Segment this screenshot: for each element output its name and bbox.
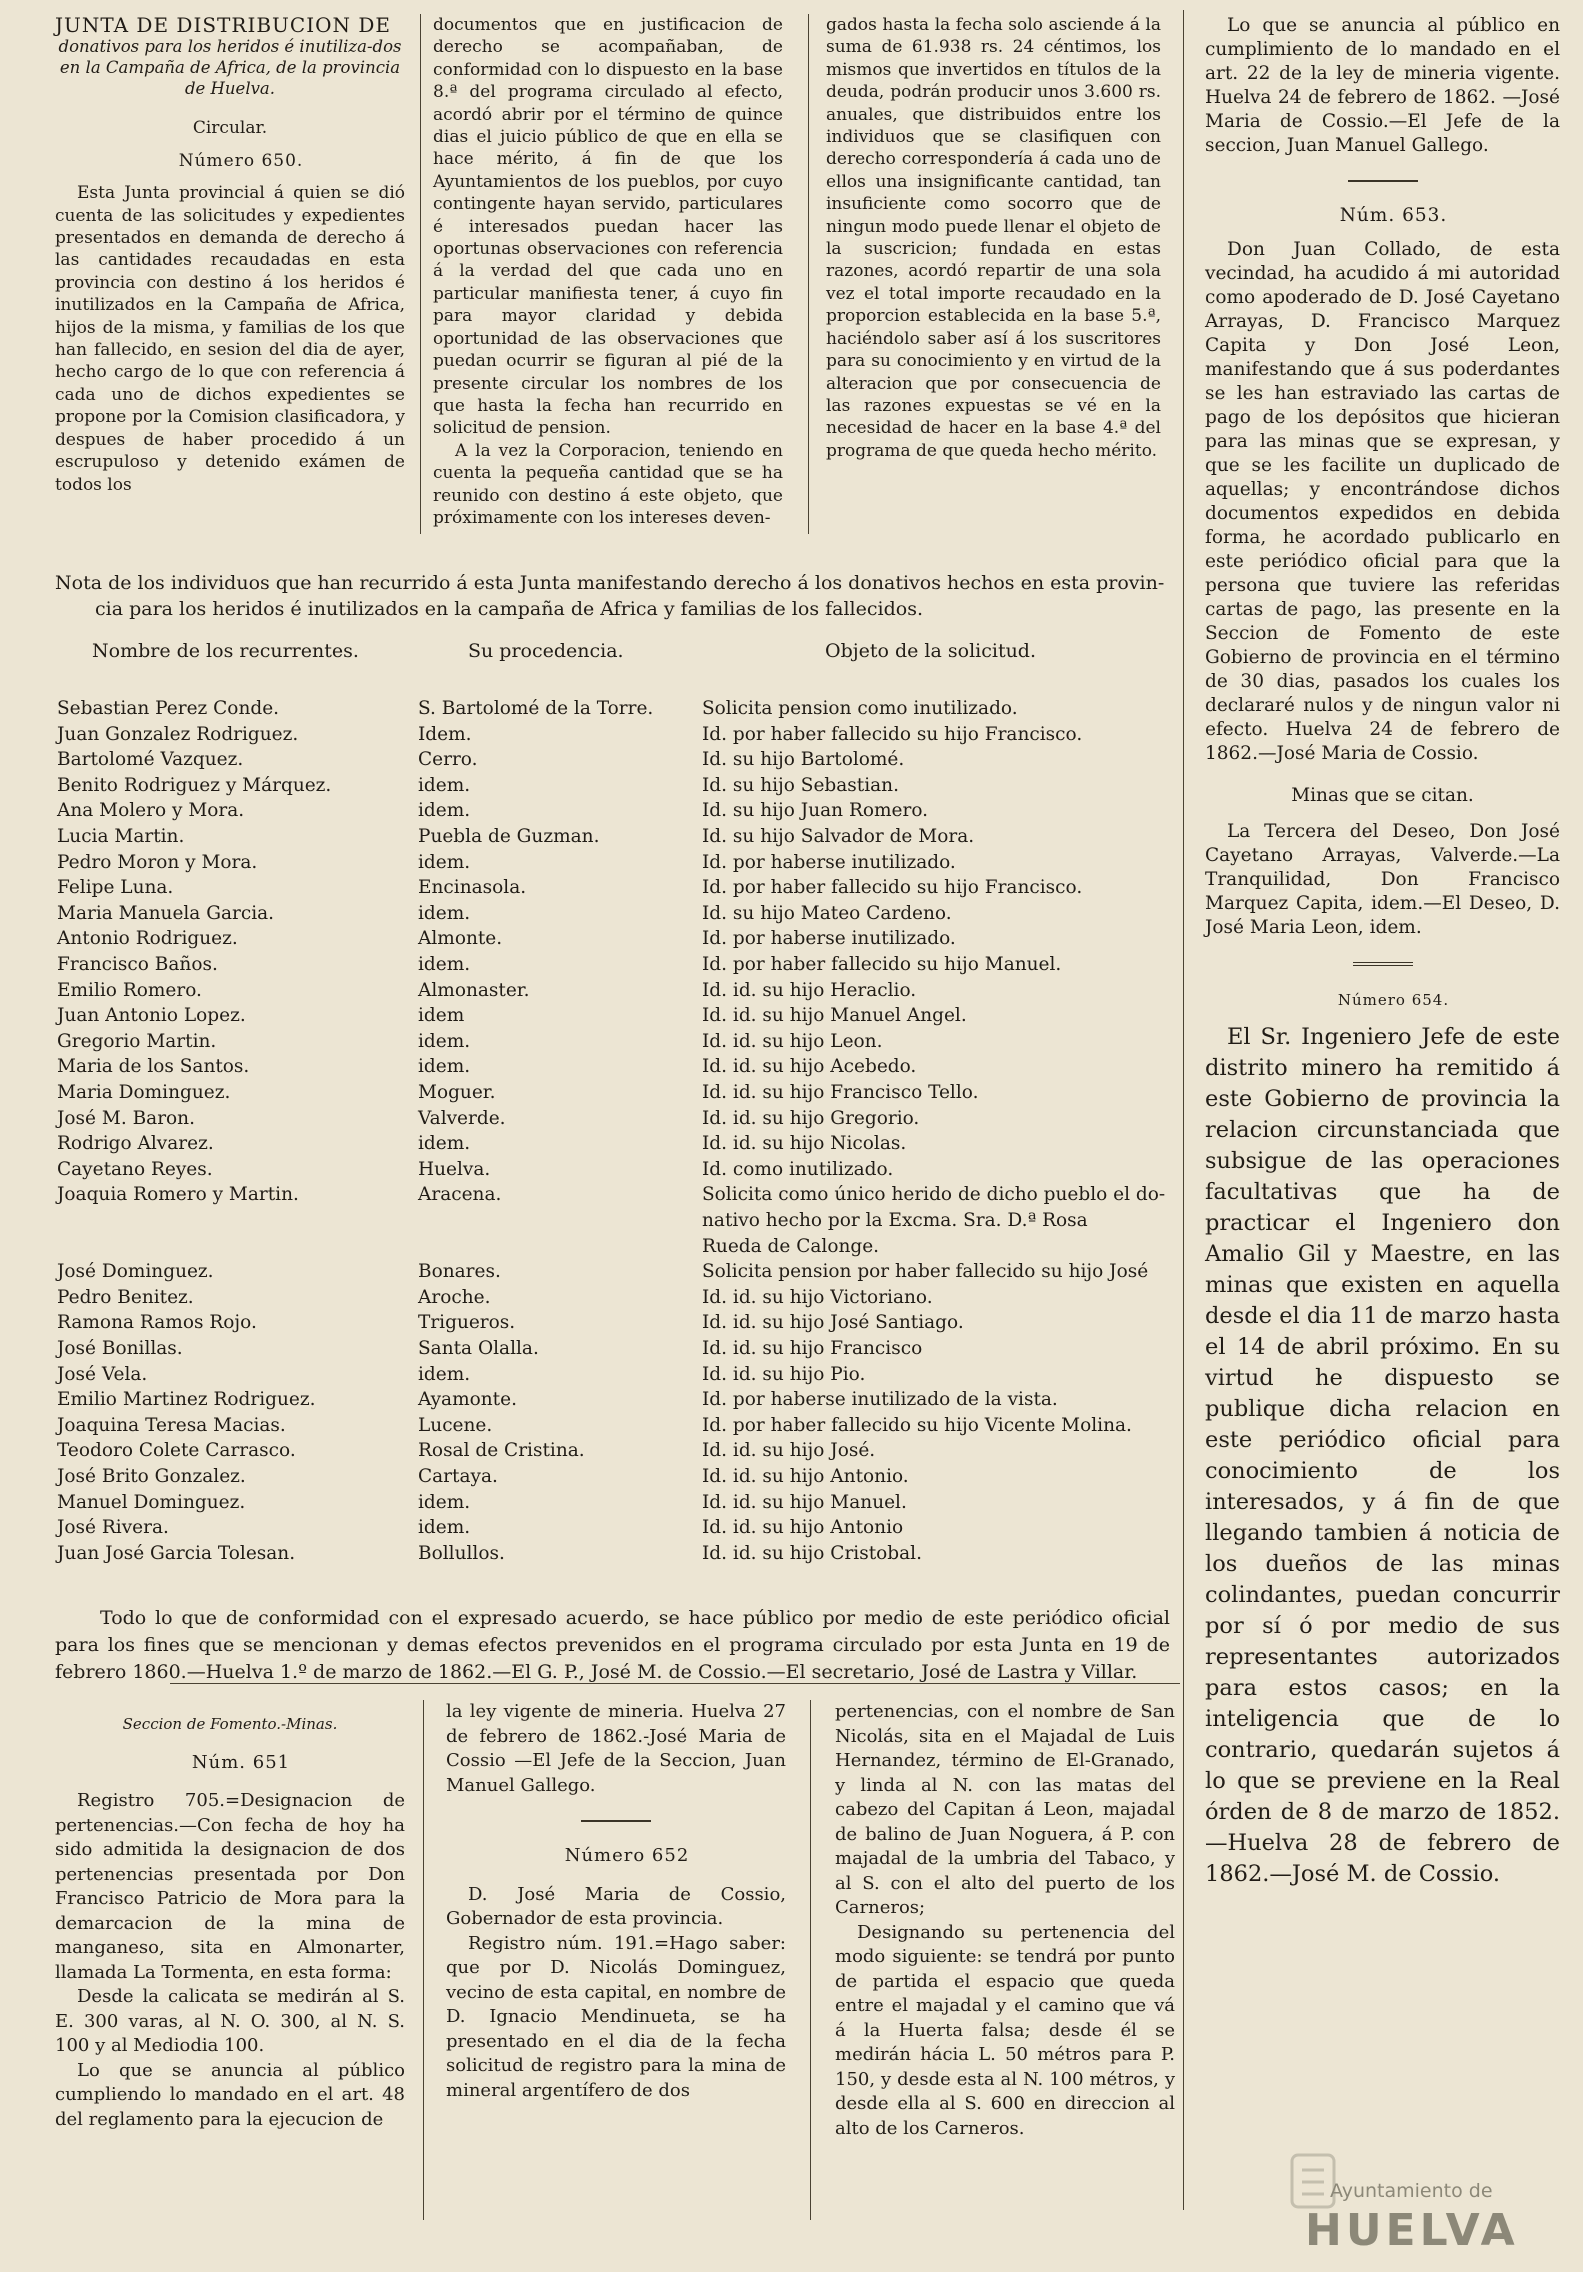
cell-nombre: Juan Antonio Lopez. bbox=[57, 1005, 246, 1027]
header-objeto: Objeto de la solicitud. bbox=[825, 640, 1037, 662]
num-651-p3: Lo que se anuncia al público cumpliendo lo mandado en el art. 48 del reglamento para la ejecucion de bbox=[55, 2059, 405, 2130]
cell-procedencia: S. Bartolomé de la Torre. bbox=[418, 698, 654, 719]
cell-procedencia: idem. bbox=[418, 1133, 471, 1155]
closing-paragraph bbox=[55, 1605, 1170, 1686]
cell-nombre: Manuel Dominguez. bbox=[57, 1491, 246, 1513]
cell-nombre: Rodrigo Alvarez. bbox=[57, 1133, 214, 1155]
num-651-signature: la ley vigente de mineria. Huelva 27 de febrero de 1862.-José Maria de Cossio —El Jefe de la Seccion, Juan Manuel Gallego. bbox=[446, 1701, 786, 1796]
cell-objeto: Id. id. su hijo Victoriano. bbox=[702, 1286, 933, 1308]
junta-body-3: A la vez la Corporacion, teniendo en cuenta la pequeña cantidad que se ha reunido con destino á este objeto, que próximamente con los intereses deven- bbox=[433, 440, 783, 528]
cell-objeto: Id. por haber fallecido su hijo Francisco. bbox=[702, 723, 1083, 745]
num-654: Número 654. bbox=[1337, 991, 1450, 1009]
column-rule bbox=[810, 1700, 811, 2220]
section-fomento: Seccion de Fomento.-Minas. bbox=[122, 1715, 338, 1733]
cell-nombre: José Brito Gonzalez. bbox=[57, 1466, 246, 1487]
table-row bbox=[0, 1031, 1180, 1057]
cell-procedencia: Lucene. bbox=[418, 1414, 493, 1436]
cell-nombre: Joaquia Romero y Martin. bbox=[57, 1184, 299, 1206]
cell-nombre: Francisco Baños. bbox=[57, 954, 218, 975]
cell-nombre: José Vela. bbox=[57, 1363, 148, 1385]
cell-objeto: Id. por haberse inutilizado de la vista. bbox=[702, 1389, 1058, 1411]
cell-nombre: Bartolomé Vazquez. bbox=[57, 749, 244, 771]
table-row bbox=[0, 903, 1180, 929]
table-row bbox=[0, 800, 1180, 826]
num-652-p4: Designando su pertenencia del modo siguiente: se tendrá por punto de partida el espacio que queda entre el majadal y el camino que vá á la Huerta falsa; desde él se medirán hácia L. 50 métros para P. 150, y desde esta al N. 100 métros, y desde ella al S. 600 en direccion al alto de los Carneros. bbox=[835, 1921, 1175, 2139]
cell-objeto: Id. como inutilizado. bbox=[702, 1158, 894, 1180]
cell-nombre: Sebastian Perez Conde. bbox=[57, 698, 280, 719]
cell-nombre: José M. Baron. bbox=[57, 1107, 195, 1129]
cell-nombre: Antonio Rodriguez. bbox=[57, 928, 238, 950]
cell-nombre: José Dominguez. bbox=[57, 1261, 214, 1283]
junta-body-4: gados hasta la fecha solo asciende á la suma de 61.938 rs. 24 céntimos, los mismos que invertidos en títulos de la deuda, podrán producir unos 3.600 rs. anuales, que distribuidos entre los individuos que se clasifiquen con derecho correspondería á cada uno de ellos una insignificante cantidad, tan insuficiente como socorro que de ningun modo puede llenar el objeto de la suscricion; fundada en estas razones, acordó repartir de una sola vez el total importe recaudado en la proporcion establecida en la base 5.ª, haciéndolo saber así á los suscritores para su conocimiento y en virtud de la alteracion que por consecuencia de las razones expuestas se vé en la necesidad de hacer en la base 4.ª del programa de que queda hecho mérito. bbox=[826, 15, 1161, 461]
table-row bbox=[0, 1466, 1180, 1492]
junta-column-2 bbox=[433, 14, 783, 529]
table-row bbox=[0, 1287, 1180, 1313]
cell-objeto: Id. id. su hijo Pio. bbox=[702, 1363, 866, 1385]
table-row bbox=[0, 1133, 1180, 1159]
cell-nombre: Maria Manuela Garcia. bbox=[57, 902, 275, 924]
junta-body-2: documentos que en justificacion de derecho se acompañaban, de conformidad con lo dispuesto en la base 8.ª del programa circulado al efecto, acordó abrir por el término de quince dias el juicio público de que en ella se hace mérito, á fin de que los Ayuntamientos de los pueblos, por cuyo contingente hayan servido, particulares é interesados puedan hacer las oportunas observaciones con referencia á la verdad del que cada uno en particular manifiesta tener, á cuyo fin para mayor claridad y debida oportunidad de las observaciones que puedan ocurrir se figuran al pié de la presente circular los nombres de los que hasta la fecha han recurrido en solicitud de pension. bbox=[433, 15, 783, 439]
cell-objeto: Id. id. su hijo Manuel. bbox=[702, 1491, 907, 1513]
table-row bbox=[0, 1236, 1180, 1262]
num-652-p3: pertenencias, con el nombre de San Nicolás, sita en el Majadal de Luis Hernandez, término de El-Granado, y linda al N. con las matas del cabezo del Capitan á Leon, majadal de balino de Juan Noguera, á P. con majadal de la umbria del Tabaco, y al S. con el alto del puerto de los Carneros; bbox=[835, 1701, 1175, 1918]
cell-nombre: Lucia Martin. bbox=[57, 826, 185, 847]
watermark-line1: Ayuntamiento de bbox=[1330, 2180, 1493, 2202]
cell-procedencia: idem. bbox=[418, 1030, 471, 1052]
cell-procedencia: Almonaster. bbox=[418, 979, 530, 1001]
cell-procedencia: Encinasola. bbox=[418, 877, 527, 899]
cell-procedencia: idem. bbox=[418, 851, 471, 873]
right-column bbox=[1205, 14, 1560, 1890]
watermark-line2: HUELVA bbox=[1305, 2205, 1519, 2256]
junta-column bbox=[55, 14, 405, 496]
cell-objeto: Id. id. su hijo Heraclio. bbox=[702, 979, 917, 1001]
cell-nombre: Maria de los Santos. bbox=[57, 1056, 250, 1078]
table-row bbox=[0, 954, 1180, 980]
circular-label: Circular. bbox=[192, 118, 268, 139]
table-row bbox=[0, 1338, 1180, 1364]
cell-objeto: Id. por haber fallecido su hijo Francisco. bbox=[702, 877, 1083, 899]
table-row bbox=[0, 1082, 1180, 1108]
num-653-body: Don Juan Collado, de esta vecindad, ha acudido á mi autoridad como apoderado de D. José Cayetano Arrayas, D. Francisco Marquez Capita y Don José Leon, manifestando que á sus poderdantes se les han estraviado las cartas de pago de los depósitos que hicieran para las minas que se expresan, y que se les facilite un duplicado de aquellas; y encontrándose dichos documentos expedidos en debida forma, he acordado publicarlo en este periódico oficial para que la persona que tuviere las referidas cartas de pago, las presente en la Seccion de Fomento de este Gobierno de provincia en el término de 30 dias, pasados los cuales los declararé nulos y de ningun valor ni efecto. Huelva 24 de febrero de 1862.—José Maria de Cossio. bbox=[1205, 239, 1560, 764]
cell-procedencia: idem. bbox=[418, 774, 471, 796]
table-row bbox=[0, 775, 1180, 801]
table-row bbox=[0, 698, 1180, 724]
cell-objeto: Id. su hijo Sebastian. bbox=[702, 774, 899, 796]
junta-column-3 bbox=[826, 14, 1161, 462]
column-rule bbox=[423, 1700, 424, 2220]
cell-nombre: Emilio Romero. bbox=[57, 979, 202, 1001]
minas-heading: Minas que se citan. bbox=[1291, 785, 1474, 806]
table-row bbox=[0, 852, 1180, 878]
cell-procedencia: Cartaya. bbox=[418, 1466, 498, 1487]
cell-procedencia: Rosal de Cristina. bbox=[418, 1440, 585, 1462]
cell-objeto: Id. su hijo Juan Romero. bbox=[702, 800, 929, 822]
cell-objeto: Id. id. su hijo Cristobal. bbox=[702, 1542, 922, 1564]
separator bbox=[581, 1820, 651, 1822]
cell-objeto: Rueda de Calonge. bbox=[702, 1235, 880, 1257]
cell-procedencia: Bollullos. bbox=[418, 1542, 505, 1564]
table-row bbox=[0, 724, 1180, 750]
minas-list: La Tercera del Deseo, Don José Cayetano Arrayas, Valverde.—La Tranquilidad, Don Francisco Marquez Capita, idem.—El Deseo, D. José Maria Leon, idem. bbox=[1205, 821, 1560, 938]
cell-procedencia: Trigueros. bbox=[418, 1312, 516, 1334]
cell-objeto: Id. por haber fallecido su hijo Vicente Molina. bbox=[702, 1414, 1132, 1436]
cell-procedencia: Aroche. bbox=[418, 1286, 491, 1308]
cell-objeto: Id. id. su hijo Francisco bbox=[702, 1338, 923, 1359]
junta-title: JUNTA DE DISTRIBUCION DE bbox=[55, 13, 391, 37]
numero-650: Número 650. bbox=[178, 150, 304, 171]
cell-nombre: Gregorio Martin. bbox=[57, 1030, 217, 1052]
table-row bbox=[0, 1210, 1180, 1236]
table-row bbox=[0, 1159, 1180, 1185]
cell-objeto: Id. id. su hijo Gregorio. bbox=[702, 1107, 920, 1129]
cell-nombre: Pedro Benitez. bbox=[57, 1286, 194, 1308]
table-row bbox=[0, 749, 1180, 775]
cell-nombre: Felipe Luna. bbox=[57, 877, 174, 899]
cell-nombre: Juan José Garcia Tolesan. bbox=[57, 1542, 296, 1564]
cell-objeto: Id. id. su hijo Leon. bbox=[702, 1030, 883, 1052]
cell-procedencia: idem. bbox=[418, 800, 471, 822]
cell-procedencia: Huelva. bbox=[418, 1158, 491, 1180]
table-row bbox=[0, 1364, 1180, 1390]
cell-procedencia: Almonte. bbox=[418, 928, 503, 950]
cell-objeto: Id. por haber fallecido su hijo Manuel. bbox=[702, 954, 1062, 975]
cell-nombre: Maria Dominguez. bbox=[57, 1082, 231, 1103]
cell-nombre: Teodoro Colete Carrasco. bbox=[57, 1440, 296, 1462]
num-654-body: El Sr. Ingeniero Jefe de este distrito minero ha remitido á este Gobierno de provincia la relacion circunstanciada que subsigue de las operaciones facultativas que ha de practicar el Ingeniero don Amalio Gil y Maestre, en las minas que existen en aquella desde el dia 11 de marzo hasta el 14 de abril próximo. En su virtud he dispuesto se publique dicha relacion en este periódico oficial para conocimiento de los interesados, y á fin de que llegando tambien á noticia de los dueños de las minas colindantes, puedan concurrir por sí ó por medio de sus representantes autorizados para estos casos; en la inteligencia que de lo contrario, quedarán sujetos á lo que se previene en la Real órden de 8 de marzo de 1852.—Huelva 28 de febrero de 1862.—José M. de Cossio. bbox=[1205, 1024, 1560, 1887]
cell-objeto: Id. su hijo Salvador de Mora. bbox=[702, 826, 975, 847]
cell-procedencia: idem. bbox=[418, 902, 471, 924]
cell-objeto: Id. su hijo Bartolomé. bbox=[702, 749, 905, 771]
header-procedencia: Su procedencia. bbox=[468, 640, 624, 662]
cell-procedencia: idem. bbox=[418, 954, 471, 975]
num-651-p2: Desde la calicata se medirán al S. E. 300 varas, al N. O. 300, al N. S. 100 y al Mediodia 100. bbox=[55, 1986, 405, 2056]
table-row bbox=[0, 1184, 1180, 1210]
table-row bbox=[0, 1005, 1180, 1031]
table-row bbox=[0, 1056, 1180, 1082]
num-652-column-2 bbox=[835, 1700, 1175, 2141]
column-rule bbox=[808, 14, 809, 534]
num-652: Número 652 bbox=[564, 1845, 690, 1866]
cell-nombre: Cayetano Reyes. bbox=[57, 1158, 213, 1180]
cell-objeto: Solicita pension por haber fallecido su hijo José bbox=[702, 1261, 1149, 1283]
separator bbox=[1348, 180, 1418, 182]
cell-nombre: Pedro Moron y Mora. bbox=[57, 851, 258, 873]
cell-procedencia: Aracena. bbox=[418, 1184, 502, 1206]
table-row bbox=[0, 928, 1180, 954]
section-rule bbox=[170, 1683, 1180, 1684]
cell-procedencia: idem bbox=[418, 1005, 465, 1027]
cell-objeto: Id. id. su hijo Antonio bbox=[702, 1517, 904, 1539]
cell-objeto: Id. id. su hijo Francisco Tello. bbox=[702, 1082, 979, 1103]
table-intro-line2: cia para los heridos é inutilizados en la campaña de Africa y familias de los fallecidos. bbox=[95, 598, 923, 620]
right-p1: Lo que se anuncia al público en cumplimiento de lo mandado en el art. 22 de la ley de mineria vigente. Huelva 24 de febrero de 1862. —José Maria de Cossio.—El Jefe de la seccion, Juan Manuel Gallego. bbox=[1205, 15, 1560, 156]
num-652-p1: D. José Maria de Cossio, Gobernador de esta provincia. bbox=[446, 1883, 786, 1929]
cell-nombre: Ana Molero y Mora. bbox=[57, 800, 245, 822]
cell-procedencia: idem. bbox=[418, 1491, 471, 1513]
cell-objeto: nativo hecho por la Excma. Sra. D.ª Rosa bbox=[702, 1210, 1088, 1231]
cell-objeto: Id. id. su hijo Antonio. bbox=[702, 1466, 909, 1487]
table-row bbox=[0, 1261, 1180, 1287]
cell-procedencia: Valverde. bbox=[418, 1107, 506, 1129]
table-intro bbox=[55, 570, 1170, 622]
table-row bbox=[0, 1492, 1180, 1518]
cell-objeto: Id. por haberse inutilizado. bbox=[702, 851, 956, 873]
cell-procedencia: Cerro. bbox=[418, 749, 478, 771]
cell-nombre: Emilio Martinez Rodriguez. bbox=[57, 1389, 316, 1411]
table-row bbox=[0, 826, 1180, 852]
cell-objeto: Id. id. su hijo Acebedo. bbox=[702, 1056, 917, 1078]
cell-procedencia: idem. bbox=[418, 1363, 471, 1385]
cell-objeto: Id. id. su hijo Manuel Angel. bbox=[702, 1005, 967, 1027]
table-row bbox=[0, 1543, 1180, 1569]
num-652-column bbox=[446, 1700, 786, 2103]
junta-subtitle: donativos para los heridos é inutiliza-dos en la Campaña de Africa, de la provincia de Huelva. bbox=[58, 37, 402, 99]
cell-nombre: Joaquina Teresa Macias. bbox=[57, 1414, 286, 1436]
junta-body: Esta Junta provincial á quien se dió cuenta de las solicitudes y expedientes presentados en demanda de derecho á las cantidades recaudadas en esta provincia con destino á los heridos é inutilizados en la Campaña de Africa, hijos de la misma, y familias de los que han fallecido, en sesion del dia de ayer, hecho cargo de lo que con referencia á cada uno de dichos expedientes se propone por la Comision clasificadora, y despues de haber procedido á un escrupuloso y detenido exámen de todos los bbox=[55, 183, 405, 495]
cell-nombre: Juan Gonzalez Rodriguez. bbox=[57, 723, 299, 745]
cell-procedencia: Puebla de Guzman. bbox=[418, 826, 600, 847]
table-row bbox=[0, 1389, 1180, 1415]
cell-procedencia: Bonares. bbox=[418, 1261, 501, 1283]
cell-procedencia: Santa Olalla. bbox=[418, 1338, 539, 1359]
cell-procedencia: Idem. bbox=[418, 723, 472, 745]
table-row bbox=[0, 1312, 1180, 1338]
table-row bbox=[0, 1415, 1180, 1441]
column-rule bbox=[420, 14, 421, 534]
table-row bbox=[0, 1517, 1180, 1543]
cell-objeto: Id. id. su hijo José Santiago. bbox=[702, 1312, 964, 1334]
cell-objeto: Id. id. su hijo Nicolas. bbox=[702, 1133, 907, 1155]
num-651-p1: Registro 705.=Designacion de pertenencias.—Con fecha de hoy ha sido admitida la designacion de dos pertenencias presentada por Don Francisco Patricio de Mora para la demarcacion de la mina de manganeso, sita en Almonarter, llamada La Tormenta, en esta forma: bbox=[55, 1790, 405, 1983]
cell-procedencia: Ayamonte. bbox=[418, 1389, 517, 1411]
cell-objeto: Id. id. su hijo José. bbox=[702, 1440, 876, 1462]
num-651: Núm. 651 bbox=[191, 1751, 291, 1773]
num-651-column bbox=[55, 1712, 405, 2132]
cell-procedencia: idem. bbox=[418, 1056, 471, 1078]
cell-procedencia: Moguer. bbox=[418, 1082, 496, 1103]
table-row bbox=[0, 877, 1180, 903]
cell-objeto: Solicita como único herido de dicho pueblo el do- bbox=[702, 1184, 1166, 1206]
cell-nombre: José Rivera. bbox=[57, 1517, 169, 1539]
table-intro-line1: Nota de los individuos que han recurrido á esta Junta manifestando derecho á los donativos hechos en esta provin- bbox=[55, 572, 1165, 594]
table-row bbox=[0, 1440, 1180, 1466]
cell-nombre: Ramona Ramos Rojo. bbox=[57, 1312, 257, 1334]
cell-nombre: José Bonillas. bbox=[57, 1338, 183, 1359]
table-row bbox=[0, 1108, 1180, 1134]
column-rule bbox=[1183, 10, 1184, 2210]
cell-objeto: Id. por haberse inutilizado. bbox=[702, 928, 956, 950]
header-nombre: Nombre de los recurrentes. bbox=[92, 640, 359, 662]
num-652-p2: Registro núm. 191.=Hago saber: que por D. Nicolás Dominguez, vecino de esta capital, en nombre de D. Ignacio Mendinueta, se ha presentado en el dia de la fecha solicitud de registro para la mina de mineral argentífero de dos bbox=[446, 1932, 786, 2101]
num-653: Núm. 653. bbox=[1339, 205, 1448, 226]
cell-objeto: Id. su hijo Mateo Cardeno. bbox=[702, 902, 952, 924]
closing-text: Todo lo que de conformidad con el expresado acuerdo, se hace público por medio de este periódico oficial para los fines que se mencionan y demas efectos prevenidos en el programa circulado por esta Junta en 19 de febrero 1860.—Huelva 1.º de marzo de 1862.—El G. P., José M. de Cossio.—El secretario, José de Lastra y Villar. bbox=[55, 1607, 1170, 1683]
cell-objeto: Solicita pension como inutilizado. bbox=[702, 698, 1018, 719]
table-row bbox=[0, 980, 1180, 1006]
cell-nombre: Benito Rodriguez y Márquez. bbox=[57, 774, 332, 796]
separator bbox=[1353, 962, 1413, 966]
cell-procedencia: idem. bbox=[418, 1517, 471, 1539]
